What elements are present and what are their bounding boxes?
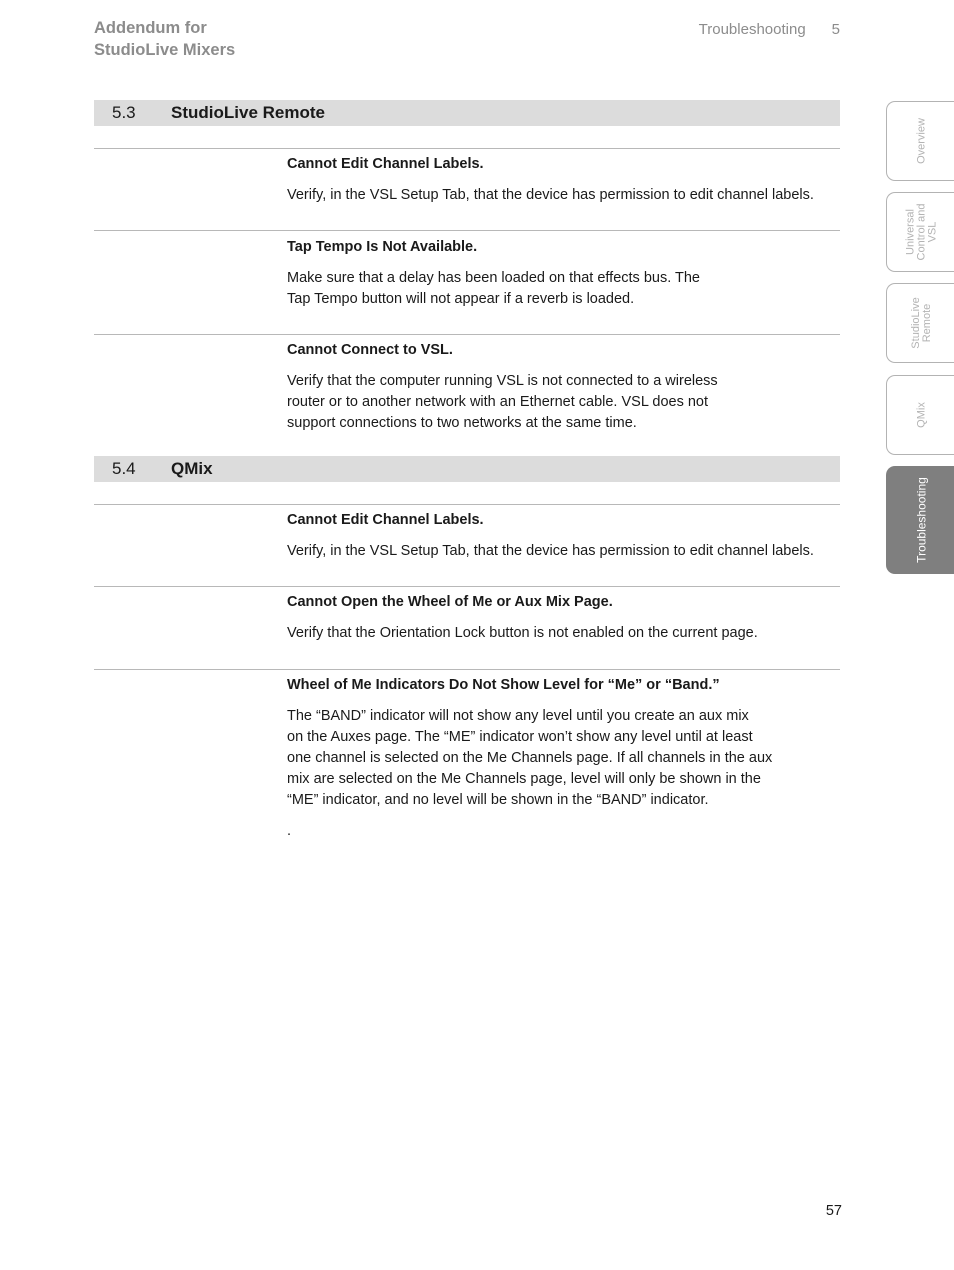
entry-question: Tap Tempo Is Not Available. [287, 239, 478, 255]
answer-line: Tap Tempo button will not appear if a reverb is loaded. [287, 291, 635, 307]
section-heading-5-3 [94, 100, 840, 126]
side-tab-studiolive-remote[interactable] [886, 283, 954, 363]
page-number: 57 [825, 1203, 842, 1219]
section-number: 5.4 [112, 459, 136, 478]
answer-line: Verify, in the VSL Setup Tab, that the device has permission to edit channel labels. [287, 187, 814, 203]
answer-line: The “BAND” indicator will not show any level until you create an aux mix [287, 708, 749, 724]
side-tab-qmix[interactable] [886, 375, 954, 455]
side-tab-label: Troubleshooting [914, 477, 929, 563]
troubleshooting-entry [287, 154, 832, 206]
chapter-number: 5 [831, 21, 840, 38]
entry-answer [287, 371, 832, 434]
answer-line: Verify that the computer running VSL is not connected to a wireless [287, 373, 718, 389]
document-title-line-1: Addendum for [94, 19, 207, 37]
entry-answer [287, 706, 832, 811]
answer-line: Verify, in the VSL Setup Tab, that the device has permission to edit channel labels. [287, 543, 814, 559]
entry-divider [94, 230, 840, 231]
answer-line: mix are selected on the Me Channels page, level will only be shown in the [287, 771, 761, 787]
answer-line: on the Auxes page. The “ME” indicator won’t show any level until at least [287, 729, 753, 745]
chapter-title: Troubleshooting [698, 21, 806, 38]
answer-line: Make sure that a delay has been loaded on that effects bus. The [287, 270, 700, 286]
troubleshooting-entry [287, 237, 832, 310]
entry-question: Cannot Edit Channel Labels. [287, 156, 484, 172]
answer-line: support connections to two networks at the same time. [287, 415, 637, 431]
answer-line: router or to another network with an Ethernet cable. VSL does not [287, 394, 709, 410]
section-number: 5.3 [112, 103, 136, 122]
entry-answer [287, 623, 832, 644]
side-tab-label: Overview [915, 118, 928, 164]
answer-line: one channel is selected on the Me Channels page. If all channels in the aux [287, 750, 773, 766]
document-title-line-2: StudioLive Mixers [94, 41, 236, 59]
side-tab-troubleshooting[interactable] [886, 466, 954, 574]
document-title [94, 17, 235, 61]
side-tab-label: StudioLive Remote [910, 297, 933, 349]
troubleshooting-entry [287, 510, 832, 562]
entry-question: Cannot Open the Wheel of Me or Aux Mix Page. [287, 594, 613, 610]
entry-question: Wheel of Me Indicators Do Not Show Level for “Me” or “Band.” [287, 677, 720, 693]
side-tab-label: Universal Control and VSL [904, 203, 939, 261]
side-tab-universal-control-vsl[interactable] [886, 192, 954, 272]
troubleshooting-entry [287, 592, 832, 644]
section-title: StudioLive Remote [171, 103, 325, 122]
section-title: QMix [171, 459, 213, 478]
trailing-period: . [287, 823, 292, 839]
answer-line: “ME” indicator, and no level will be shown in the “BAND” indicator. [287, 792, 709, 808]
entry-divider [94, 669, 840, 670]
entry-answer [287, 268, 832, 310]
entry-answer [287, 185, 832, 206]
troubleshooting-entry [287, 340, 832, 434]
answer-line: Verify that the Orientation Lock button is not enabled on the current page. [287, 625, 758, 641]
entry-answer [287, 541, 832, 562]
section-heading-5-4 [94, 456, 840, 482]
entry-divider [94, 504, 840, 505]
troubleshooting-entry [287, 675, 832, 842]
entry-question: Cannot Edit Channel Labels. [287, 512, 484, 528]
side-tab-overview[interactable] [886, 101, 954, 181]
side-tab-label: QMix [915, 402, 928, 428]
entry-divider [94, 334, 840, 335]
entry-divider [94, 148, 840, 149]
entry-divider [94, 586, 840, 587]
entry-question: Cannot Connect to VSL. [287, 342, 453, 358]
running-header [699, 20, 840, 40]
